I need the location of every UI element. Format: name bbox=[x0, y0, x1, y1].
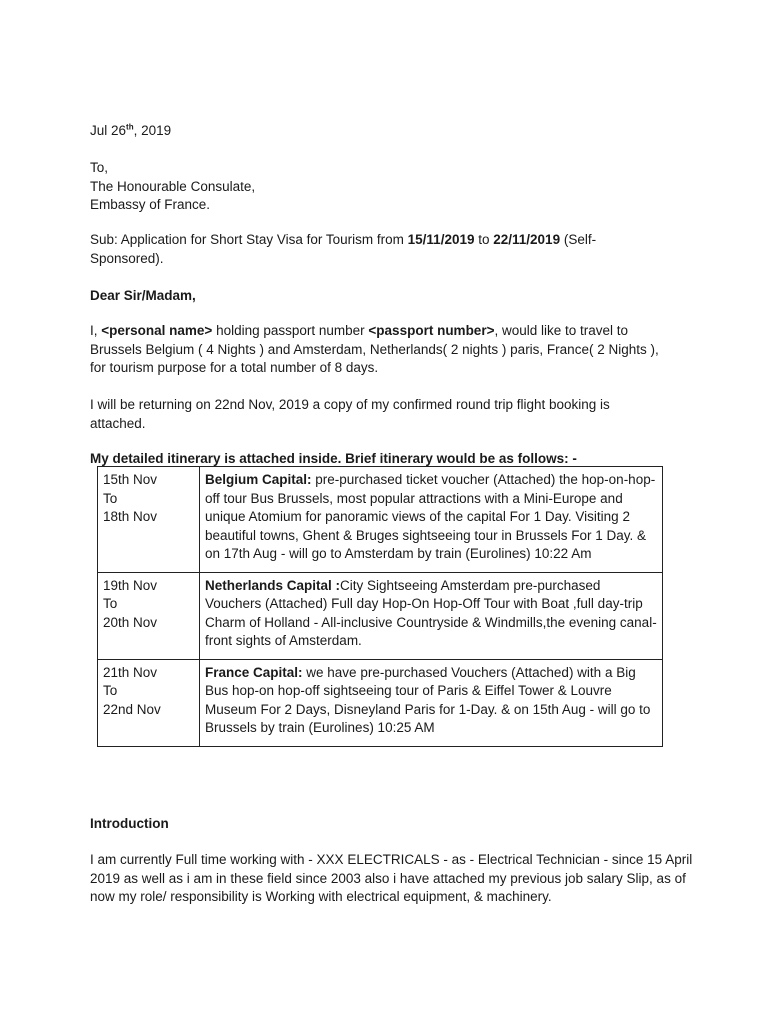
itinerary-dates bbox=[98, 467, 200, 573]
itinerary-table bbox=[97, 466, 663, 747]
itinerary-title: France Capital: bbox=[205, 664, 303, 680]
subject-mid: to bbox=[474, 232, 494, 247]
recipient-address bbox=[90, 159, 690, 215]
date-day: Jul 26 bbox=[90, 123, 127, 138]
recipient-line: The Honourable Consulate, bbox=[90, 178, 256, 194]
subject-from-date: 15/11/2019 bbox=[407, 232, 475, 247]
date-year: , 2019 bbox=[133, 123, 172, 138]
itinerary-row bbox=[98, 572, 663, 659]
recipient-line: To, bbox=[90, 160, 109, 175]
subject-suffix: (Self-Sponsored). bbox=[90, 232, 597, 266]
date-to: 22nd Nov bbox=[103, 701, 161, 717]
itinerary-row bbox=[98, 659, 663, 746]
subject-prefix: Sub: Application for Short Stay Visa for Tourism from bbox=[90, 232, 408, 247]
itinerary-dates bbox=[98, 659, 200, 746]
date-to: 20th Nov bbox=[103, 614, 158, 630]
salutation: Dear Sir/Madam, bbox=[90, 288, 196, 303]
subject-to-date: 22/11/2019 bbox=[493, 232, 561, 247]
itinerary-text: pre-purchased ticket voucher (Attached) the hop-on-hop-off tour Bus Brussels, most popular attractions with a Mini-Europe and unique Atomium for panoramic views of the capital For 1 Day. Visiting 2 beautiful towns, Ghent & Bruges sightseeing tour in Brussels For 1 Day. & on 17th Aug - will go to Amsterdam by train (Eurolines) 10:22 Am bbox=[205, 472, 656, 561]
itinerary-row bbox=[98, 467, 663, 573]
itinerary-title: Belgium Capital: bbox=[205, 472, 312, 487]
itinerary-heading: My detailed itinerary is attached inside. Brief itinerary would be as follows: - bbox=[90, 451, 577, 466]
intro-paragraph bbox=[90, 322, 670, 378]
itinerary-description bbox=[200, 572, 663, 659]
passport-number-placeholder: <passport number> bbox=[368, 323, 495, 338]
introduction-heading: Introduction bbox=[90, 816, 169, 831]
date-to-word: To bbox=[103, 596, 118, 611]
date-to: 18th Nov bbox=[103, 509, 158, 524]
employment-paragraph: I am currently Full time working with - XXX ELECTRICALS - as - Electrical Technician - since 15 April 2019 as well as i am in these field since 2003 also i have attached my previous job salary Slip, as of now my role/ responsibility is Working with electrical equipment, & machinery. bbox=[90, 852, 693, 904]
itinerary-description bbox=[200, 467, 663, 573]
itinerary-title: Netherlands Capital : bbox=[205, 577, 341, 593]
intro-part2: holding passport number bbox=[212, 323, 369, 338]
date-to-word: To bbox=[103, 490, 118, 506]
date-from: 15th Nov bbox=[103, 472, 158, 487]
itinerary-text: we have pre-purchased Vouchers (Attached) with a Big Bus hop-on hop-off sightseeing tour of Paris & Eiffel Tower & Louvre Museum For 2 Days, Disneyland Paris for 1-Day. & on 15th Aug - will go to Brussels by train (Eurolines) 10:25 AM bbox=[205, 664, 651, 735]
date-to-word: To bbox=[103, 683, 118, 698]
date-from: 21th Nov bbox=[103, 664, 158, 680]
recipient-line: Embassy of France. bbox=[90, 197, 211, 212]
letter-date bbox=[90, 122, 690, 141]
date-from: 19th Nov bbox=[103, 577, 158, 593]
personal-name-placeholder: <personal name> bbox=[101, 323, 213, 338]
date-ordinal: th bbox=[126, 122, 134, 132]
return-paragraph: I will be returning on 22nd Nov, 2019 a copy of my confirmed round trip flight booking is attached. bbox=[90, 397, 610, 431]
itinerary-description bbox=[200, 659, 663, 746]
itinerary-dates bbox=[98, 572, 200, 659]
intro-part1: I, bbox=[90, 323, 102, 338]
intro-part3: , would like to travel to Brussels Belgium ( 4 Nights ) and Amsterdam, Netherlands( 2 nights ) paris, France( 2 Nights ), for tourism purpose for a total number of 8 days. bbox=[90, 323, 659, 375]
itinerary-text: City Sightseeing Amsterdam pre-purchased Vouchers (Attached) Full day Hop-On Hop-Off Tour with Boat ,full day-trip Charm of Holland - All-inclusive Countryside & Windmills,the evening canal-front sights of Amsterdam. bbox=[205, 577, 657, 648]
subject-line bbox=[90, 231, 610, 268]
